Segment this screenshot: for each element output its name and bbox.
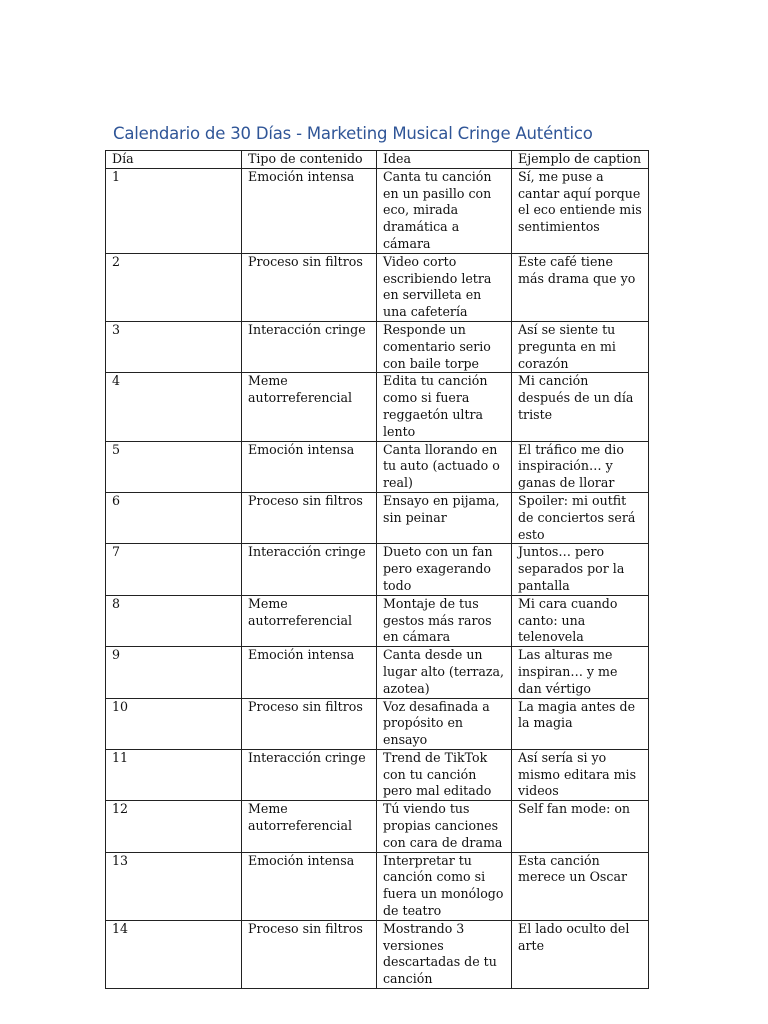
cell-dia: 4 — [106, 373, 242, 441]
cell-ejemplo-caption: Este café tiene más drama que yo — [512, 253, 649, 321]
cell-idea: Edita tu canción como si fuera reggaetón ultra lento — [377, 373, 512, 441]
cell-ejemplo-caption: El tráfico me dio inspiración… y ganas de llorar — [512, 441, 649, 492]
cell-tipo-contenido: Interacción cringe — [242, 544, 377, 595]
cell-ejemplo-caption: La magia antes de la magia — [512, 698, 649, 749]
cell-dia: 5 — [106, 441, 242, 492]
cell-dia: 3 — [106, 321, 242, 372]
header-idea: Idea — [377, 151, 512, 169]
cell-dia: 1 — [106, 168, 242, 253]
cell-dia: 10 — [106, 698, 242, 749]
cell-tipo-contenido: Interacción cringe — [242, 321, 377, 372]
cell-dia: 13 — [106, 852, 242, 920]
cell-ejemplo-caption: Sí, me puse a cantar aquí porque el eco entiende mis sentimientos — [512, 168, 649, 253]
cell-tipo-contenido: Emoción intensa — [242, 168, 377, 253]
cell-ejemplo-caption: Self fan mode: on — [512, 801, 649, 852]
cell-idea: Interpretar tu canción como si fuera un monólogo de teatro — [377, 852, 512, 920]
table-header-row — [106, 151, 649, 169]
cell-idea: Mostrando 3 versiones descartadas de tu canción — [377, 920, 512, 988]
cell-tipo-contenido: Emoción intensa — [242, 647, 377, 698]
table-row — [106, 920, 649, 988]
cell-idea: Canta tu canción en un pasillo con eco, mirada dramática a cámara — [377, 168, 512, 253]
cell-tipo-contenido: Proceso sin filtros — [242, 492, 377, 543]
cell-ejemplo-caption: Mi cara cuando canto: una telenovela — [512, 595, 649, 646]
cell-ejemplo-caption: Las alturas me inspiran… y me dan vértigo — [512, 647, 649, 698]
calendar-table — [105, 150, 649, 989]
cell-ejemplo-caption: Spoiler: mi outfit de conciertos será esto — [512, 492, 649, 543]
cell-tipo-contenido: Meme autorreferencial — [242, 801, 377, 852]
cell-tipo-contenido: Meme autorreferencial — [242, 373, 377, 441]
table-row — [106, 852, 649, 920]
header-ejemplo-caption: Ejemplo de caption — [512, 151, 649, 169]
cell-ejemplo-caption: Juntos… pero separados por la pantalla — [512, 544, 649, 595]
cell-tipo-contenido: Meme autorreferencial — [242, 595, 377, 646]
table-row — [106, 698, 649, 749]
cell-ejemplo-caption: Esta canción merece un Oscar — [512, 852, 649, 920]
cell-dia: 8 — [106, 595, 242, 646]
cell-tipo-contenido: Emoción intensa — [242, 852, 377, 920]
document-title: Calendario de 30 Días - Marketing Musical Cringe Auténtico — [113, 124, 593, 143]
cell-idea: Montaje de tus gestos más raros en cámara — [377, 595, 512, 646]
cell-dia: 14 — [106, 920, 242, 988]
header-dia: Día — [106, 151, 242, 169]
cell-tipo-contenido: Proceso sin filtros — [242, 698, 377, 749]
cell-ejemplo-caption: Así se siente tu pregunta en mi corazón — [512, 321, 649, 372]
cell-idea: Ensayo en pijama, sin peinar — [377, 492, 512, 543]
table-row — [106, 647, 649, 698]
table-row — [106, 168, 649, 253]
table-row — [106, 801, 649, 852]
cell-tipo-contenido: Proceso sin filtros — [242, 253, 377, 321]
table-row — [106, 373, 649, 441]
cell-tipo-contenido: Interacción cringe — [242, 749, 377, 800]
cell-dia: 11 — [106, 749, 242, 800]
cell-dia: 9 — [106, 647, 242, 698]
table-row — [106, 321, 649, 372]
cell-dia: 7 — [106, 544, 242, 595]
cell-idea: Voz desafinada a propósito en ensayo — [377, 698, 512, 749]
cell-dia: 2 — [106, 253, 242, 321]
table-row — [106, 544, 649, 595]
cell-ejemplo-caption: Así sería si yo mismo editara mis videos — [512, 749, 649, 800]
table-row — [106, 595, 649, 646]
cell-idea: Dueto con un fan pero exagerando todo — [377, 544, 512, 595]
cell-dia: 12 — [106, 801, 242, 852]
table-row — [106, 441, 649, 492]
table-body — [106, 168, 649, 988]
cell-idea: Responde un comentario serio con baile torpe — [377, 321, 512, 372]
table-row — [106, 492, 649, 543]
cell-ejemplo-caption: Mi canción después de un día triste — [512, 373, 649, 441]
cell-idea: Canta desde un lugar alto (terraza, azotea) — [377, 647, 512, 698]
header-tipo-contenido: Tipo de contenido — [242, 151, 377, 169]
cell-idea: Tú viendo tus propias canciones con cara de drama — [377, 801, 512, 852]
table-row — [106, 749, 649, 800]
cell-idea: Trend de TikTok con tu canción pero mal editado — [377, 749, 512, 800]
cell-ejemplo-caption: El lado oculto del arte — [512, 920, 649, 988]
cell-tipo-contenido: Emoción intensa — [242, 441, 377, 492]
cell-tipo-contenido: Proceso sin filtros — [242, 920, 377, 988]
cell-idea: Canta llorando en tu auto (actuado o real) — [377, 441, 512, 492]
cell-dia: 6 — [106, 492, 242, 543]
cell-idea: Video corto escribiendo letra en servilleta en una cafetería — [377, 253, 512, 321]
table-row — [106, 253, 649, 321]
